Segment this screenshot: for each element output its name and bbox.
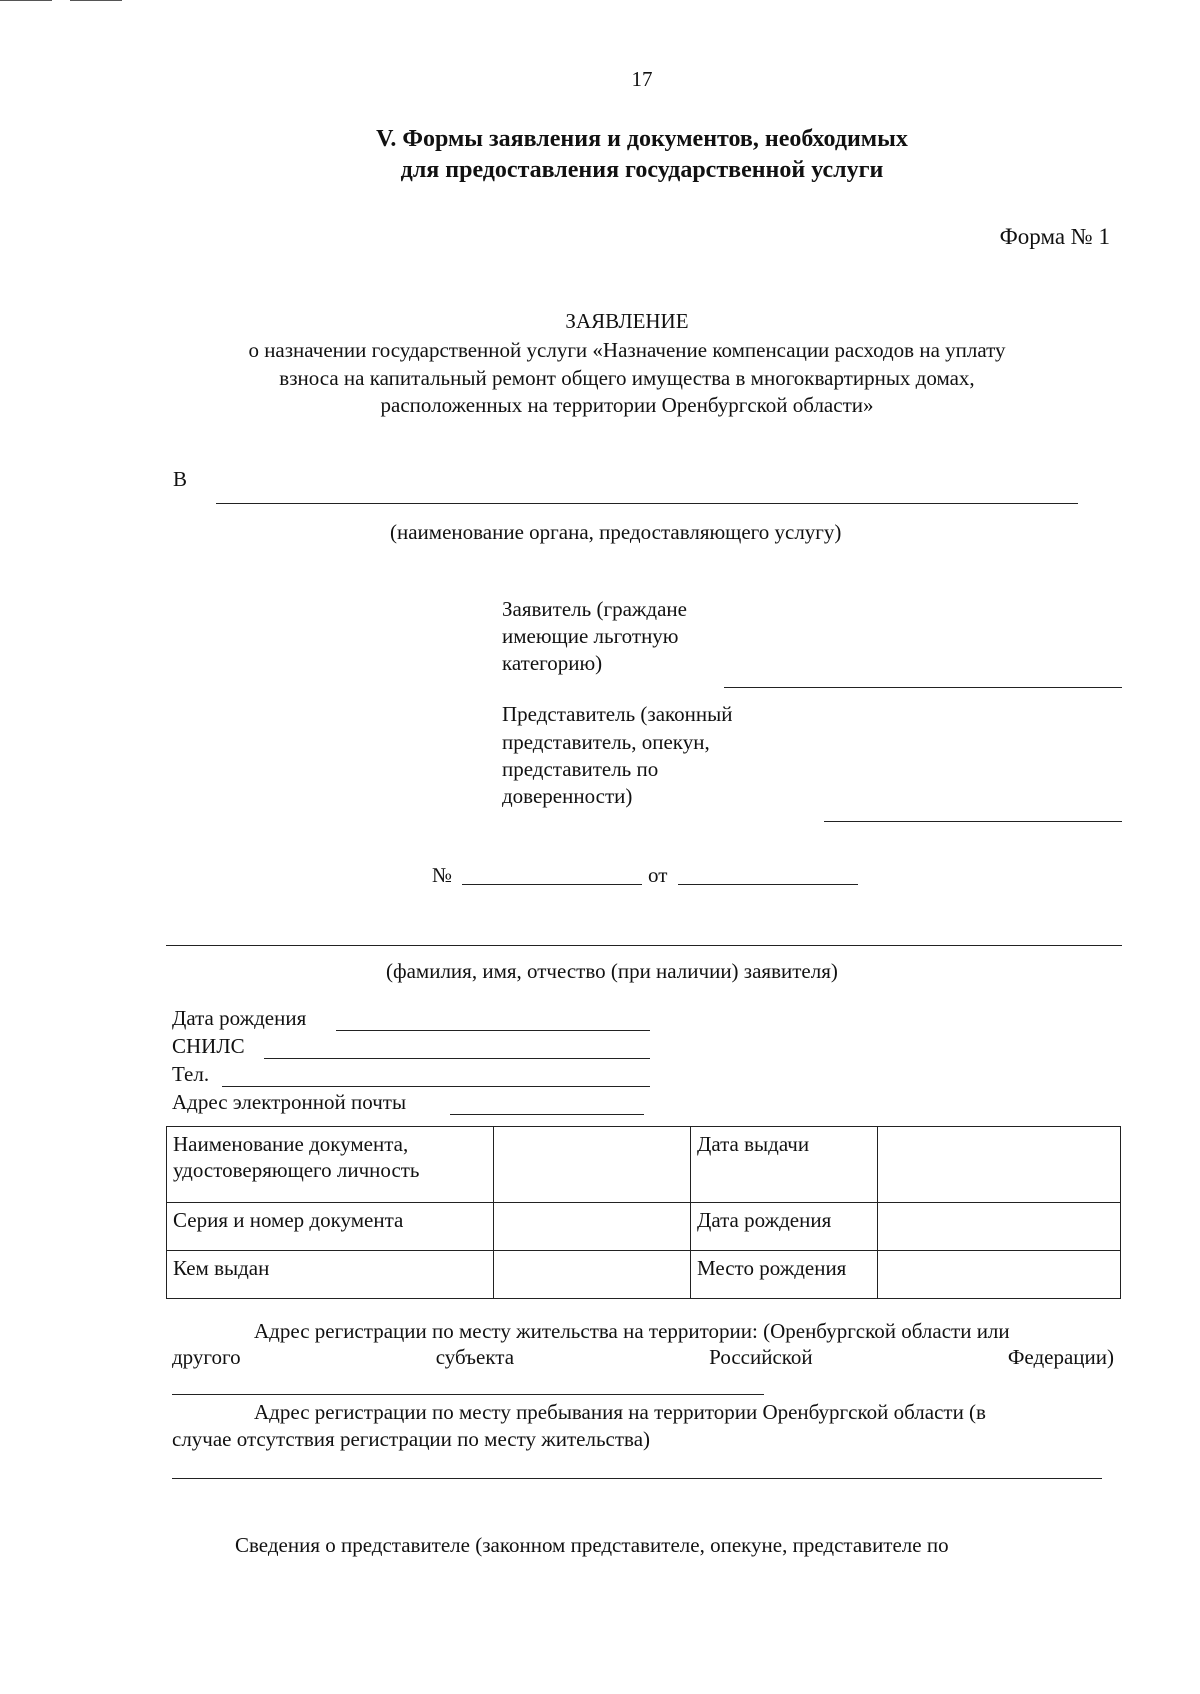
residence-word: субъекта	[435, 1345, 515, 1369]
table-birth-date-label: Дата рождения	[691, 1203, 878, 1251]
application-subtitle: расположенных на территории Оренбургской области»	[380, 393, 874, 417]
section-title: для предоставления государственной услуги	[400, 157, 884, 183]
registration-number-field[interactable]	[462, 884, 642, 885]
table-row	[167, 1203, 1121, 1251]
table-label-cell	[167, 1127, 494, 1203]
email-field[interactable]	[450, 1114, 644, 1115]
id-document-table	[166, 1126, 1121, 1299]
representative-label: Представитель (законный	[502, 702, 733, 726]
residence-word: другого	[172, 1345, 241, 1369]
section-title: V. Формы заявления и документов, необходимых	[376, 126, 908, 152]
recipient-prefix: В	[173, 467, 188, 491]
application-subtitle: о назначении государственной услуги «Назначение компенсации расходов на уплату	[248, 338, 1006, 362]
residence-address-label: Адрес регистрации по месту жительства на территории: (Оренбургской области или	[254, 1319, 1010, 1343]
representative-label: представитель, опекун,	[502, 730, 710, 754]
snils-field[interactable]	[264, 1058, 650, 1059]
issue-date-input[interactable]	[878, 1127, 1121, 1203]
birth-date-label: Дата рождения	[172, 1006, 307, 1030]
applicant-label: категорию)	[502, 651, 603, 675]
residence-word: Федерации)	[1007, 1345, 1114, 1369]
fio-field[interactable]	[166, 945, 1122, 946]
application-subtitle: взноса на капитальный ремонт общего имущества в многоквартирных домах,	[279, 366, 975, 390]
scan-mark	[0, 0, 52, 1]
representative-field[interactable]	[824, 821, 1122, 822]
representative-label: доверенности)	[502, 784, 633, 808]
representative-label: представитель по	[502, 757, 659, 781]
doc-name-label: Наименование документа,	[173, 1132, 409, 1156]
form-number: Форма № 1	[999, 224, 1110, 249]
applicant-label: имеющие льготную	[502, 624, 679, 648]
doc-name-label: удостоверяющего личность	[173, 1158, 420, 1182]
table-birth-date-input[interactable]	[878, 1203, 1121, 1251]
application-title: ЗАЯВЛЕНИЕ	[565, 309, 689, 333]
page-number: 17	[631, 67, 653, 91]
doc-series-input[interactable]	[494, 1203, 691, 1251]
applicant-field[interactable]	[724, 687, 1122, 688]
phone-label: Тел.	[172, 1062, 210, 1086]
doc-series-label: Серия и номер документа	[167, 1203, 494, 1251]
birth-place-input[interactable]	[878, 1251, 1121, 1299]
issued-by-label: Кем выдан	[167, 1251, 494, 1299]
doc-name-input[interactable]	[494, 1127, 691, 1203]
birth-date-field[interactable]	[336, 1030, 650, 1031]
table-row	[167, 1251, 1121, 1299]
stay-address-label: случае отсутствия регистрации по месту жительства)	[172, 1427, 651, 1451]
registration-date-field[interactable]	[678, 884, 858, 885]
recipient-caption: (наименование органа, предоставляющего услугу)	[390, 520, 842, 544]
recipient-field[interactable]	[216, 503, 1078, 504]
snils-label: СНИЛС	[172, 1034, 245, 1058]
table-row	[167, 1127, 1121, 1203]
fio-caption: (фамилия, имя, отчество (при наличии) заявителя)	[386, 959, 838, 983]
issue-date-label: Дата выдачи	[691, 1127, 878, 1203]
email-label: Адрес электронной почты	[172, 1090, 407, 1114]
issued-by-input[interactable]	[494, 1251, 691, 1299]
birth-place-label: Место рождения	[691, 1251, 878, 1299]
stay-address-field[interactable]	[172, 1478, 1102, 1479]
residence-address-field[interactable]	[172, 1394, 764, 1395]
from-label: от	[648, 863, 668, 887]
representative-info-label: Сведения о представителе (законном представителе, опекуне, представителе по	[235, 1533, 949, 1557]
residence-word: Российской	[709, 1345, 813, 1369]
residence-address-label	[172, 1345, 1114, 1370]
phone-field[interactable]	[222, 1086, 650, 1087]
scan-mark	[70, 0, 122, 1]
stay-address-label: Адрес регистрации по месту пребывания на территории Оренбургской области (в	[254, 1400, 986, 1424]
number-label: №	[432, 863, 453, 887]
applicant-label: Заявитель (граждане	[502, 597, 687, 621]
